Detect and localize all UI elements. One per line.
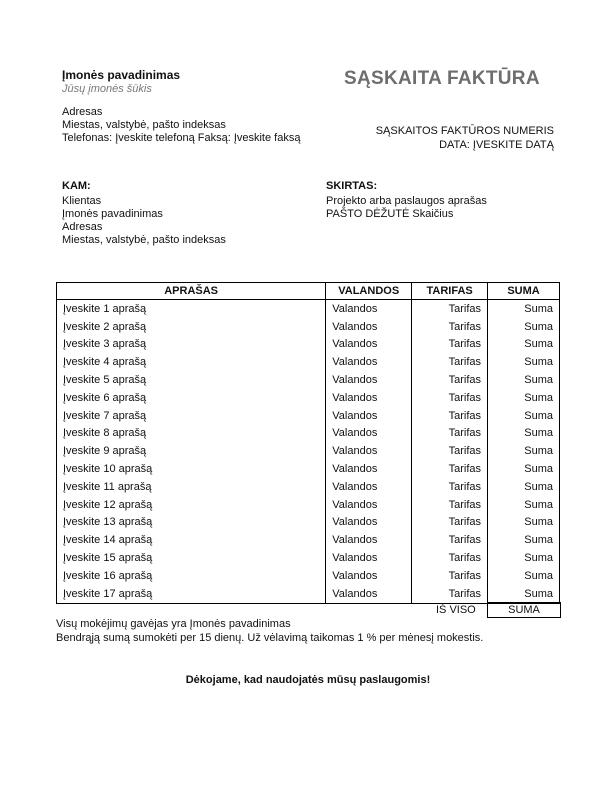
table-row	[57, 514, 560, 532]
cell-amount[interactable]: Suma	[488, 442, 560, 460]
company-name: Įmonės pavadinimas	[62, 68, 181, 82]
cell-rate[interactable]: Tarifas	[412, 585, 488, 603]
cell-description[interactable]: Įveskite 4 aprašą	[57, 353, 326, 371]
to-company: Įmonės pavadinimas	[62, 208, 163, 220]
cell-amount[interactable]: Suma	[488, 585, 560, 603]
header-description: APRAŠAS	[57, 283, 326, 300]
cell-description[interactable]: Įveskite 8 aprašą	[57, 425, 326, 443]
cell-description[interactable]: Įveskite 1 aprašą	[57, 300, 326, 318]
cell-amount[interactable]: Suma	[488, 389, 560, 407]
to-address: Adresas	[62, 221, 103, 233]
total-value[interactable]: SUMA	[487, 602, 561, 618]
cell-description[interactable]: Įveskite 10 aprašą	[57, 460, 326, 478]
table-row	[57, 549, 560, 567]
cell-description[interactable]: Įveskite 17 aprašą	[57, 585, 326, 603]
cell-hours[interactable]: Valandos	[326, 389, 412, 407]
cell-hours[interactable]: Valandos	[326, 407, 412, 425]
cell-amount[interactable]: Suma	[488, 407, 560, 425]
items-table	[56, 282, 560, 604]
header-hours: VALANDOS	[326, 283, 412, 300]
cell-description[interactable]: Įveskite 5 aprašą	[57, 371, 326, 389]
cell-hours[interactable]: Valandos	[326, 478, 412, 496]
cell-description[interactable]: Įveskite 16 aprašą	[57, 567, 326, 585]
for-description: Projekto arba paslaugos aprašas	[326, 195, 487, 207]
table-row	[57, 336, 560, 354]
cell-rate[interactable]: Tarifas	[412, 407, 488, 425]
cell-hours[interactable]: Valandos	[326, 371, 412, 389]
cell-amount[interactable]: Suma	[488, 514, 560, 532]
cell-hours[interactable]: Valandos	[326, 353, 412, 371]
cell-amount[interactable]: Suma	[488, 531, 560, 549]
to-city: Miestas, valstybė, pašto indeksas	[62, 234, 226, 246]
total-label: IŠ VISO	[436, 604, 476, 616]
table-row	[57, 531, 560, 549]
cell-rate[interactable]: Tarifas	[412, 353, 488, 371]
cell-description[interactable]: Įveskite 13 aprašą	[57, 514, 326, 532]
cell-description[interactable]: Įveskite 2 aprašą	[57, 318, 326, 336]
invoice-date: DATA: ĮVESKITE DATĄ	[439, 139, 554, 151]
table-row	[57, 389, 560, 407]
table-row	[57, 460, 560, 478]
cell-rate[interactable]: Tarifas	[412, 300, 488, 318]
cell-rate[interactable]: Tarifas	[412, 318, 488, 336]
cell-amount[interactable]: Suma	[488, 300, 560, 318]
cell-hours[interactable]: Valandos	[326, 425, 412, 443]
table-row	[57, 407, 560, 425]
table-row	[57, 300, 560, 318]
cell-rate[interactable]: Tarifas	[412, 425, 488, 443]
cell-hours[interactable]: Valandos	[326, 549, 412, 567]
cell-hours[interactable]: Valandos	[326, 531, 412, 549]
cell-amount[interactable]: Suma	[488, 318, 560, 336]
cell-hours[interactable]: Valandos	[326, 442, 412, 460]
cell-amount[interactable]: Suma	[488, 425, 560, 443]
cell-description[interactable]: Įveskite 14 aprašą	[57, 531, 326, 549]
cell-amount[interactable]: Suma	[488, 353, 560, 371]
table-row	[57, 425, 560, 443]
cell-description[interactable]: Įveskite 6 aprašą	[57, 389, 326, 407]
invoice-title: SĄSKAITA FAKTŪRA	[344, 68, 540, 89]
cell-amount[interactable]: Suma	[488, 460, 560, 478]
cell-amount[interactable]: Suma	[488, 549, 560, 567]
to-heading: KAM:	[62, 180, 91, 192]
cell-amount[interactable]: Suma	[488, 496, 560, 514]
invoice-number: SĄSKAITOS FAKTŪROS NUMERIS	[375, 125, 554, 137]
company-phone-fax: Telefonas: Įveskite telefoną Faksą: Įveskite faksą	[62, 132, 301, 144]
cell-description[interactable]: Įveskite 15 aprašą	[57, 549, 326, 567]
cell-rate[interactable]: Tarifas	[412, 496, 488, 514]
cell-amount[interactable]: Suma	[488, 567, 560, 585]
cell-hours[interactable]: Valandos	[326, 585, 412, 603]
cell-hours[interactable]: Valandos	[326, 318, 412, 336]
cell-description[interactable]: Įveskite 3 aprašą	[57, 336, 326, 354]
table-header-row	[57, 283, 560, 300]
cell-rate[interactable]: Tarifas	[412, 389, 488, 407]
cell-rate[interactable]: Tarifas	[412, 371, 488, 389]
cell-rate[interactable]: Tarifas	[412, 531, 488, 549]
cell-amount[interactable]: Suma	[488, 371, 560, 389]
to-client: Klientas	[62, 195, 102, 207]
cell-rate[interactable]: Tarifas	[412, 514, 488, 532]
table-row	[57, 496, 560, 514]
cell-rate[interactable]: Tarifas	[412, 442, 488, 460]
table-row	[57, 478, 560, 496]
cell-rate[interactable]: Tarifas	[412, 460, 488, 478]
cell-hours[interactable]: Valandos	[326, 336, 412, 354]
cell-description[interactable]: Įveskite 11 aprašą	[57, 478, 326, 496]
cell-rate[interactable]: Tarifas	[412, 567, 488, 585]
cell-amount[interactable]: Suma	[488, 336, 560, 354]
company-address: Adresas	[62, 106, 103, 118]
table-row	[57, 318, 560, 336]
cell-hours[interactable]: Valandos	[326, 496, 412, 514]
cell-amount[interactable]: Suma	[488, 478, 560, 496]
header-amount: SUMA	[488, 283, 560, 300]
table-row	[57, 371, 560, 389]
cell-description[interactable]: Įveskite 12 aprašą	[57, 496, 326, 514]
for-po-box: PAŠTO DĖŽUTĖ Skaičius	[326, 208, 454, 220]
table-row	[57, 567, 560, 585]
footer-payee: Visų mokėjimų gavėjas yra Įmonės pavadinimas	[56, 618, 291, 630]
company-slogan: Jūsų įmonės šūkis	[62, 83, 152, 95]
header-rate: TARIFAS	[412, 283, 488, 300]
thank-you-note: Dėkojame, kad naudojatės mūsų paslaugomis!	[185, 674, 431, 686]
cell-hours[interactable]: Valandos	[326, 567, 412, 585]
cell-hours[interactable]: Valandos	[326, 514, 412, 532]
cell-rate[interactable]: Tarifas	[412, 478, 488, 496]
table-row	[57, 585, 560, 603]
cell-rate[interactable]: Tarifas	[412, 549, 488, 567]
cell-hours[interactable]: Valandos	[326, 300, 412, 318]
company-city: Miestas, valstybė, pašto indeksas	[62, 119, 226, 131]
table-row	[57, 353, 560, 371]
cell-hours[interactable]: Valandos	[326, 460, 412, 478]
for-heading: SKIRTAS:	[326, 180, 378, 192]
cell-rate[interactable]: Tarifas	[412, 336, 488, 354]
table-row	[57, 442, 560, 460]
cell-description[interactable]: Įveskite 9 aprašą	[57, 442, 326, 460]
footer-terms: Bendrąją sumą sumokėti per 15 dienų. Už vėlavimą taikomas 1 % per mėnesį mokestis.	[56, 632, 484, 644]
cell-description[interactable]: Įveskite 7 aprašą	[57, 407, 326, 425]
